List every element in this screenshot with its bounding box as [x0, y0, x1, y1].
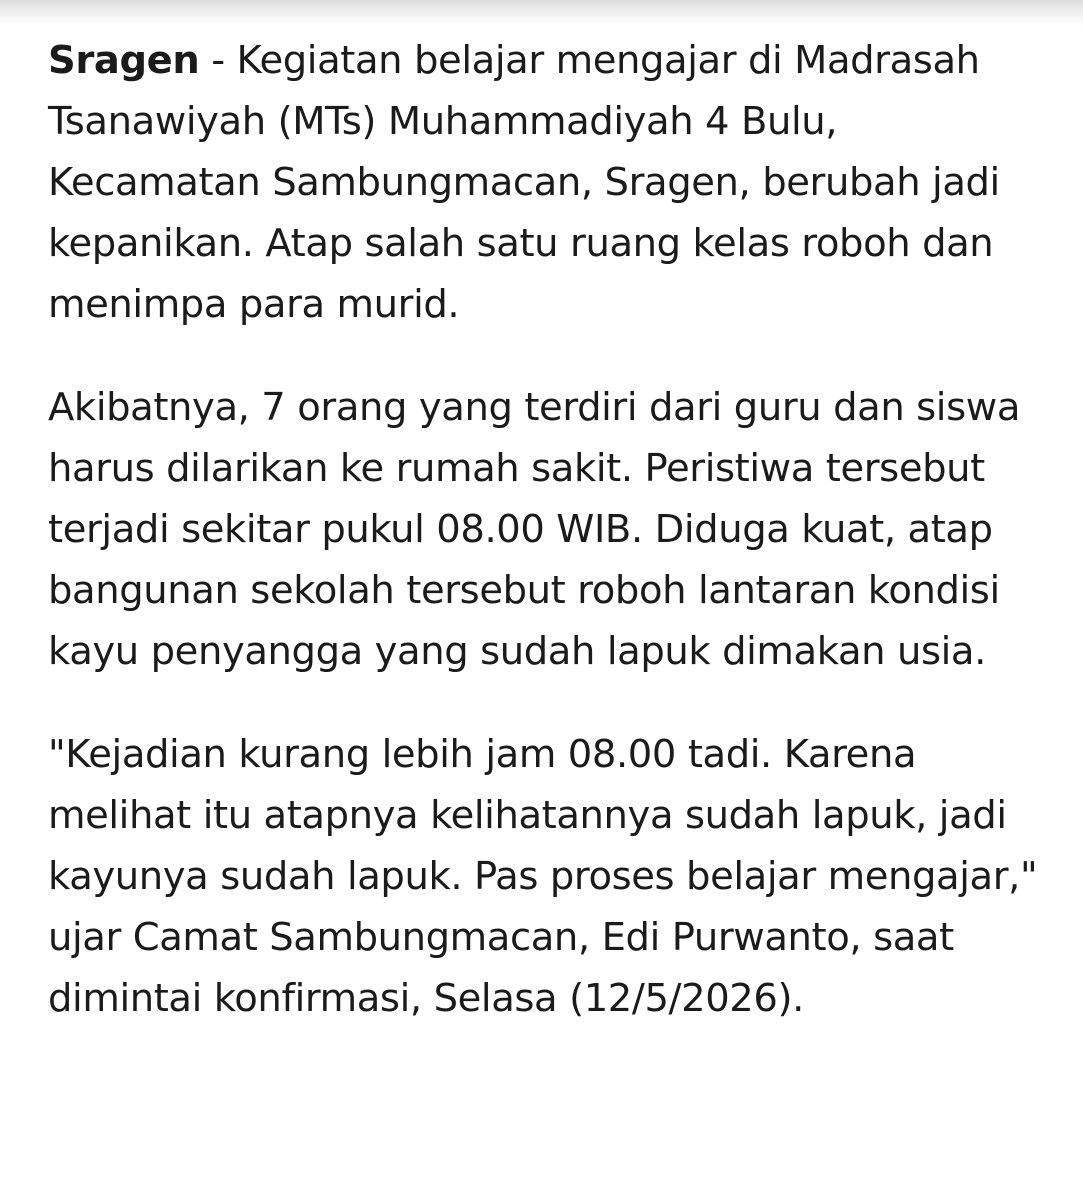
article-paragraph-2: Akibatnya, 7 orang yang terdiri dari guru dan siswa harus dilarikan ke rumah sakit. Peristiwa tersebut terjadi sekitar pukul 08.00 WIB. Diduga kuat, atap bangunan sekolah tersebut roboh lantaran kondisi kayu penyangga yang sudah lapuk dimakan usia. — [48, 385, 1021, 674]
paragraph-text: Kegiatan belajar mengajar di Madrasah Tsanawiyah (MTs) Muhammadiyah 4 Bulu, Kecamatan Sambungmacan, Sragen, berubah jadi kepanikan. Atap salah satu ruang kelas roboh dan menimpa para murid. — [48, 38, 1000, 327]
dateline-separator: - — [199, 38, 237, 83]
article-paragraph-3: "Kejadian kurang lebih jam 08.00 tadi. Karena melihat itu atapnya kelihatannya sudah lapuk, jadi kayunya sudah lapuk. Pas proses belajar mengajar," ujar Camat Sambungmacan, Edi Purwanto, saat dimintai konfirmasi, Selasa (12/5/2026). — [48, 732, 1038, 1021]
article-paragraph-1 — [48, 30, 1058, 335]
dateline: Sragen — [48, 38, 200, 83]
top-shadow-bar — [0, 0, 1083, 26]
article-body — [48, 30, 1058, 1029]
